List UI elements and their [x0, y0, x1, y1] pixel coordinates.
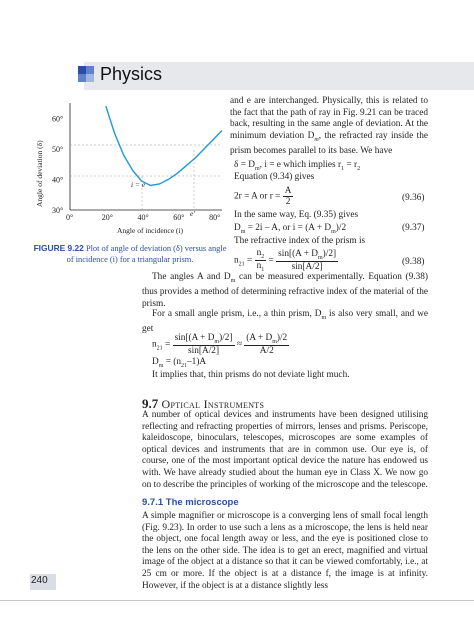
- x-tick-label: 20°: [101, 213, 114, 222]
- eq-dm-a: D: [152, 357, 159, 367]
- eq936: [234, 186, 293, 207]
- figure-caption-label: FIGURE 9.22: [33, 243, 84, 253]
- eq-min-c: = r: [344, 160, 358, 170]
- eq-min-b: , i = e which implies r: [259, 160, 342, 170]
- eq938: $n_{21}$ = $\frac{n_2}{n_1}$ = $\frac{\sin[(A + D_m)/2]}{\sin[A/2]}$: [234, 248, 337, 273]
- eq937: $D_m = 2i - A$, or $i = (A + D_m)/2$: [234, 223, 347, 235]
- eq936-number: (9.36): [402, 193, 425, 203]
- paragraph-optical-instruments: [142, 410, 428, 491]
- text-r1: and e are interchanged. Physically, this is related to the fact that the path of ray in Fig. 9.21 can be traced back, resulting in the same angle of deviation. At the minimum deviation D: [230, 96, 428, 141]
- eq-dm-c: –1)A: [187, 357, 207, 367]
- eq934-text: Equation (9.34) gives: [234, 172, 315, 182]
- x-tick-label: 40°: [137, 213, 149, 222]
- y-axis-label: Angle of deviation (δ): [35, 140, 44, 207]
- p-micro: A simple magnifier or microscope is a converging lens of small focal length (Fig. 9.23). In order to use such a lens as a microscope, the lens is held near the object, one focal length away or less, and the eye is positioned close to the lens on the other side. The idea is to get an erect, magnified and virtual image of the object at a distance so that it can be viewed comfortably, i.e., at 25 cm or more. If the object is at a distance f, the image is at infinity. However, if the object is at a distance slightly less: [142, 511, 428, 591]
- p-opt: A number of optical devices and instruments have been designed utilising reflecting and refracting properties of mirrors, lenses and prisms. Periscope, kaleidoscope, binoculars, telescopes, microscopes are some examples of optical devices and instruments that are in common use. Our eye is, of course, one of the most important optical device the nature has endowed us with. We have already studied about the human eye in Class X. We now go on to describe the principles of working of the microscope and the telescope.: [142, 410, 428, 490]
- chapter-logo-icon: [78, 66, 94, 82]
- eq937-number: (9.37): [402, 223, 425, 233]
- p-small-b: is also very small, and we get: [142, 309, 428, 335]
- y-tick-labels: [52, 114, 63, 215]
- eq-min-deviation: $\delta = D_m$, i = e which implies $r_1 = r_2$: [234, 160, 361, 172]
- annotation-i-equals-e: i = e: [131, 180, 146, 189]
- eq938-number: (9.38): [402, 257, 425, 267]
- figure-caption: [30, 243, 230, 265]
- eq935-text: In the same way, Eq. (9.35) gives: [234, 210, 359, 220]
- eq937-c: )/2: [335, 223, 347, 233]
- annotation-e-prime: e′: [190, 209, 195, 218]
- eq-min-a: δ = D: [234, 160, 255, 170]
- eq-dm: $D_m = (n_{21}-1)A$: [152, 357, 207, 369]
- x-tick-label: 80°: [209, 213, 221, 222]
- text-r1b: , the refracted ray inside the prism becomes parallel to its base. We have: [230, 130, 428, 157]
- p-small-a: For a small angle prism, i.e., a thin prism, D: [152, 309, 322, 319]
- x-axis-label: Angle of incidence (i): [117, 226, 184, 235]
- chapter-title: Physics: [100, 64, 163, 84]
- x-tick-label: 0°: [66, 213, 74, 222]
- refr-text: The refractive index of the prism is: [234, 236, 366, 246]
- p-angles-a: The angles A and D: [152, 272, 231, 282]
- y-tick-label: 50°: [52, 144, 64, 154]
- eq936-lhs: 2r = A or r =: [234, 191, 281, 202]
- p-angles-b: can be measured experimentally. Equation (9.38) thus provides a method of determining refractive index of the material of the prism.: [142, 272, 429, 310]
- section-number: 9.7: [142, 396, 159, 411]
- paragraph-microscope: [142, 511, 428, 592]
- deviation-curve: [106, 106, 222, 185]
- paragraph-small-angle: For a small angle prism, i.e., a thin prism, $D_m$ is also very small, and we get: [142, 309, 428, 335]
- subsection-heading: 9.7.1 The microscope: [142, 497, 239, 508]
- paragraph-angles: The angles A and $D_m$ can be measured experimentally. Equation (9.38) thus provides a method of determining refractive index of the material of the prism.: [142, 272, 429, 310]
- x-tick-labels: [66, 213, 220, 222]
- eq936-frac: [283, 186, 294, 207]
- deviation-plot: [32, 95, 232, 245]
- eq-dm-b: = (n: [163, 357, 182, 367]
- eq-thin-prism: $n_{21}$ = $\frac{\sin[(A + D_m)/2]}{\sin[A/2]}$ ≈ $\frac{(A + D_m)/2}{A/2}$: [152, 333, 288, 356]
- y-tick-label: 60°: [52, 114, 64, 124]
- section-name: Optical Instruments: [161, 397, 265, 411]
- right-column-paragraph: and e are interchanged. Physically, this is related to the fact that the path of ray in Fig. 9.21 can be traced back, resulting in the same angle of deviation. At the minimum deviation $D_m$, the refracted ray inside the prism becomes parallel to its base. We have: [230, 96, 428, 157]
- x-tick-label: 60°: [173, 213, 185, 222]
- figure-caption-text: Plot of angle of deviation (δ) versus angle of incidence (i) for a triangular prism.: [66, 244, 227, 264]
- eq936-den: 2: [285, 197, 291, 207]
- y-tick-label: 40°: [52, 175, 64, 185]
- y-tick-label: 30°: [52, 206, 64, 215]
- eq937-b: = 2i – A, or i = (A + D: [245, 223, 332, 233]
- page-number: 240: [31, 575, 48, 586]
- paragraph-implies: It implies that, thin prisms do not deviate light much.: [152, 370, 350, 380]
- plot-axes: [70, 103, 222, 210]
- bottom-rule: [0, 600, 474, 601]
- eq936-num: A: [284, 186, 292, 196]
- eq937-a: D: [234, 223, 241, 233]
